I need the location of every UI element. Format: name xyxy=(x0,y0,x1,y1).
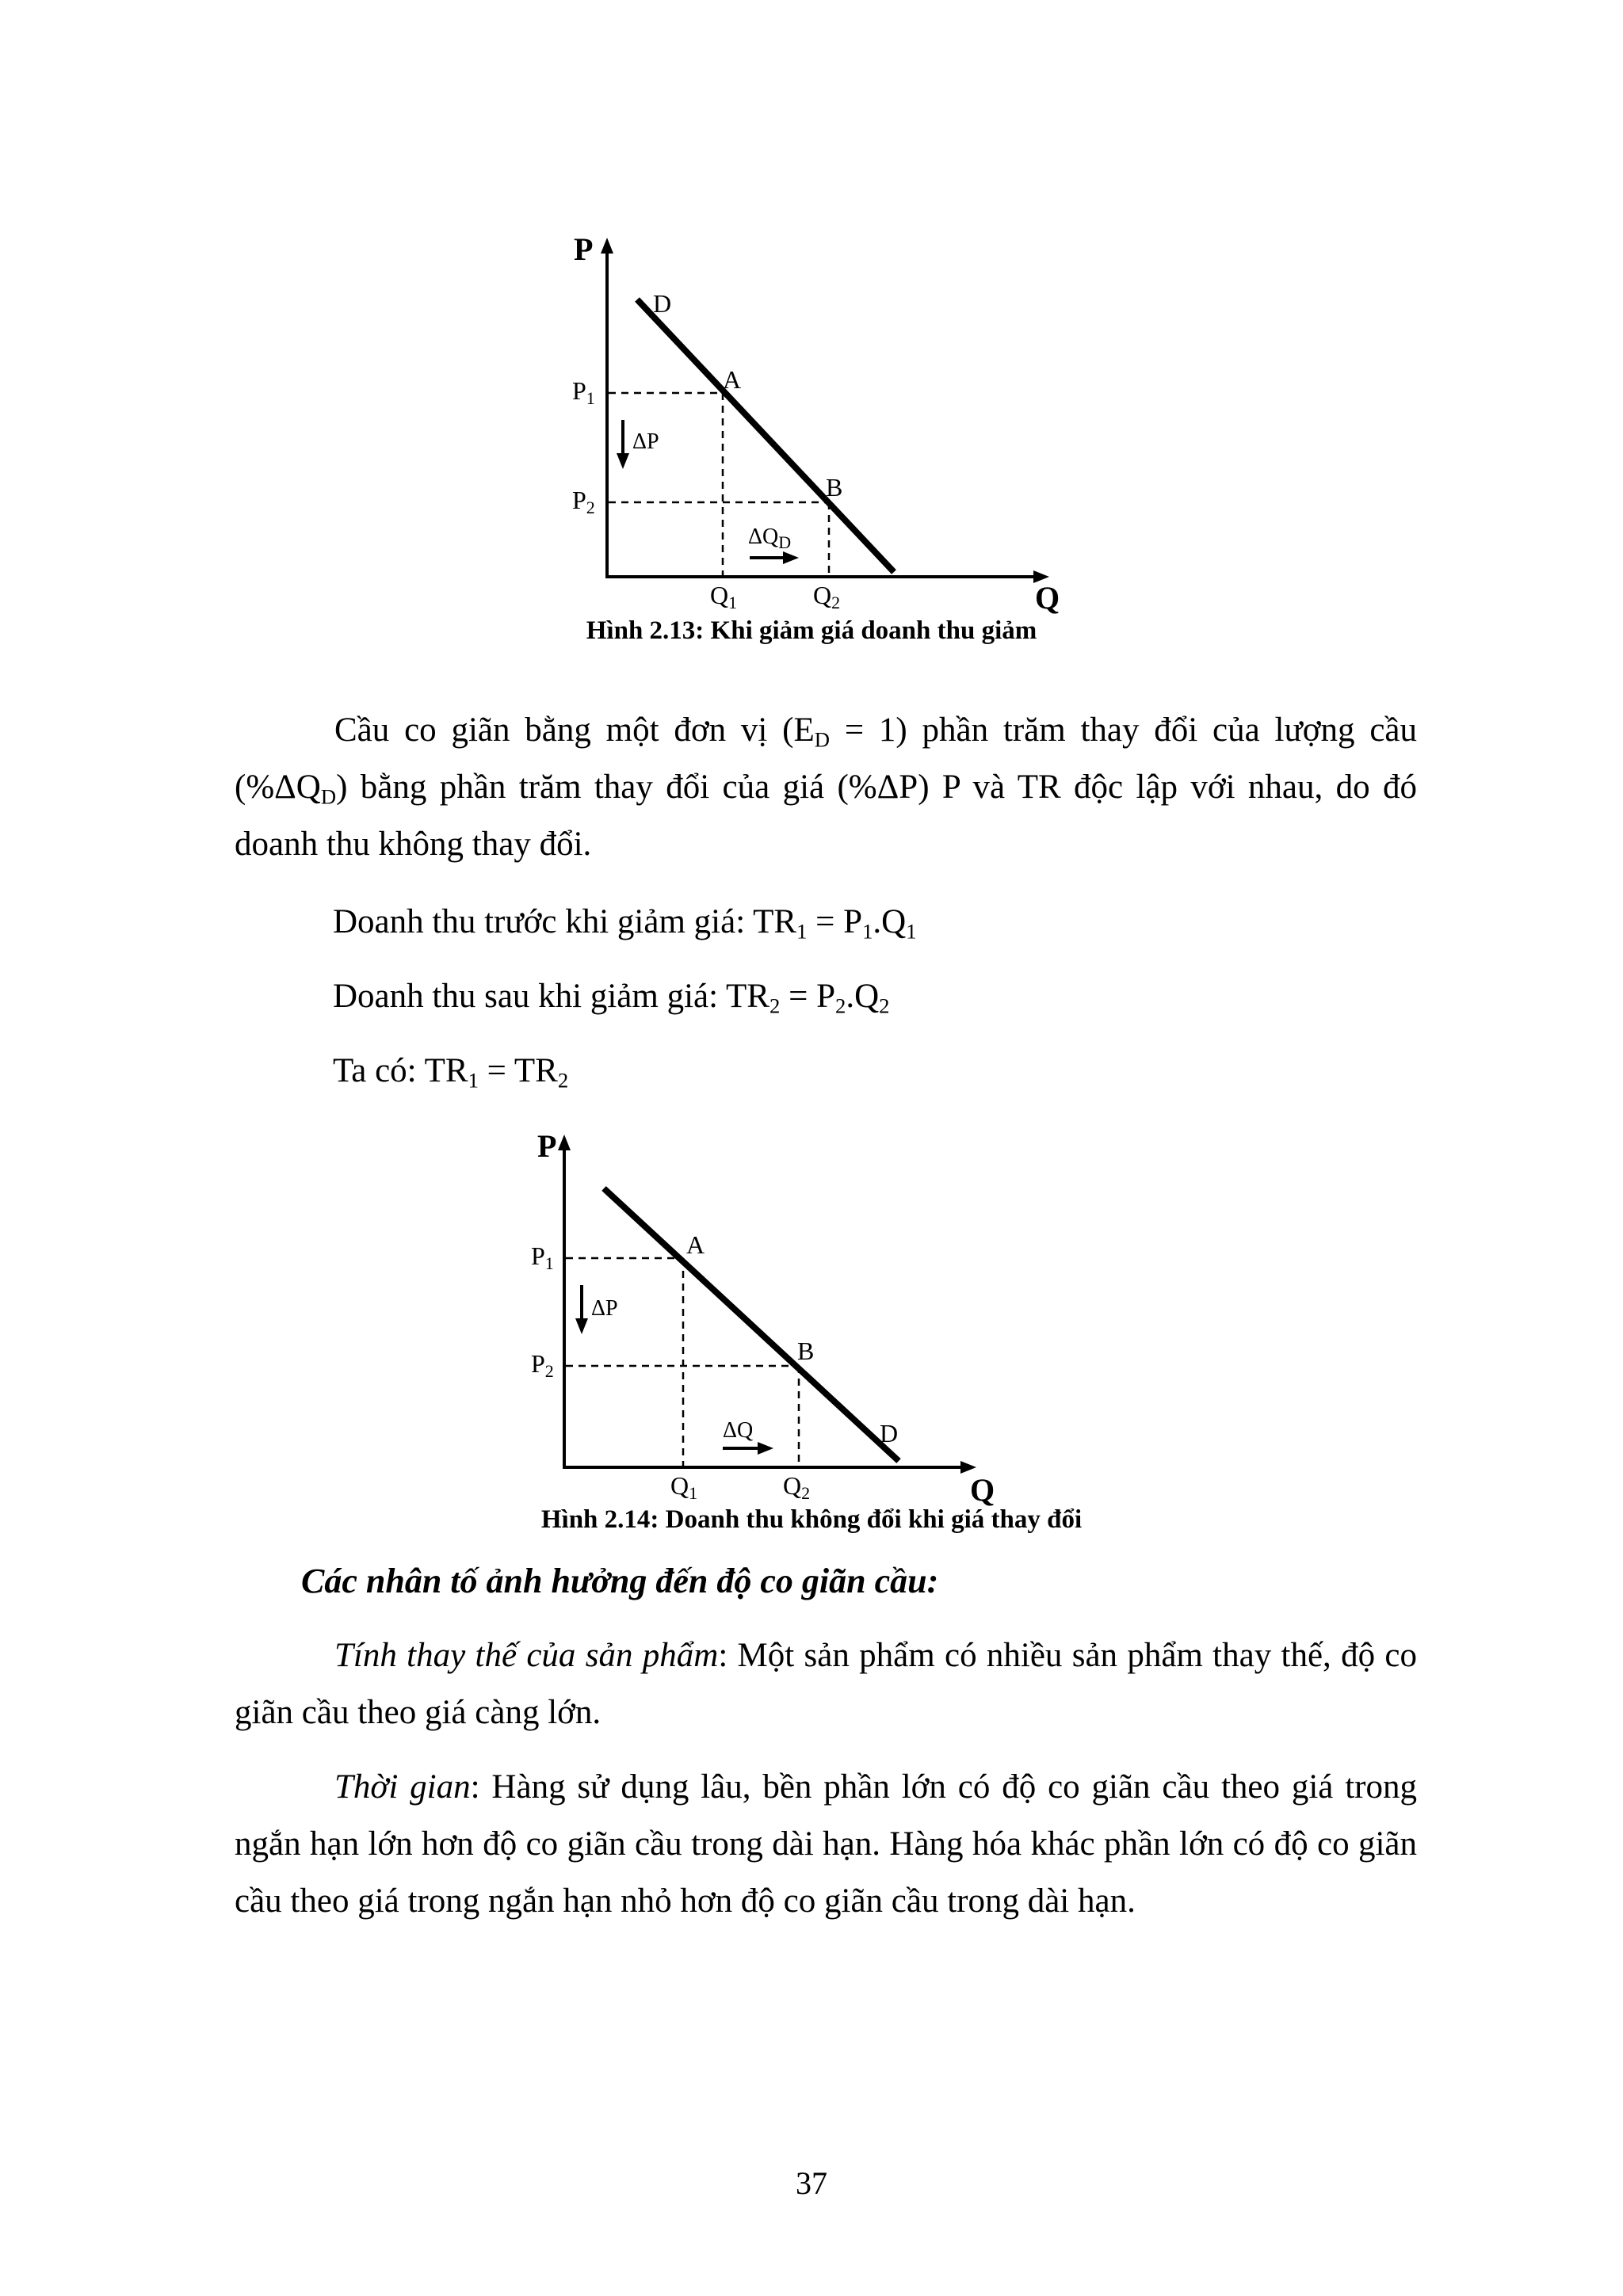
demand-label: D xyxy=(880,1419,899,1447)
p2-label: P2 xyxy=(572,486,595,517)
formula-equal: Ta có: $TR_1 = TR_2$ xyxy=(333,1052,569,1093)
paragraph-substitutes: Tính thay thế của sản phẩm: Một sản phẩm có nhiều sản phẩm thay thế, độ co giãn cầu theo giá càng lớn. xyxy=(235,1637,1417,1731)
q1-label: Q1 xyxy=(670,1471,698,1503)
q-axis-label: Q xyxy=(1035,580,1060,616)
formula-tr2: Doanh thu sau khi giảm giá: $TR_2 = P_2.Q_2$ xyxy=(333,978,890,1018)
delta-p-label: ΔP xyxy=(591,1296,618,1321)
figure-2-13 xyxy=(555,230,1094,618)
point-a-label: A xyxy=(723,365,742,394)
delta-p-arrowhead xyxy=(617,453,629,469)
q1-label: Q1 xyxy=(710,581,738,612)
delta-q-arrowhead xyxy=(783,551,799,564)
delta-q-arrowhead xyxy=(758,1442,773,1455)
p-axis-label: P xyxy=(574,231,594,267)
q2-label: Q2 xyxy=(813,581,841,612)
point-b-label: B xyxy=(797,1337,815,1365)
delta-q-label: $\Delta Q_D$ xyxy=(748,524,792,552)
section-heading: Các nhân tố ảnh hưởng đến độ co giãn cầu: xyxy=(301,1562,939,1600)
delta-p-arrowhead xyxy=(575,1318,588,1334)
q-axis-label: Q xyxy=(970,1472,995,1508)
point-a-label: A xyxy=(686,1230,705,1259)
paragraph-time: Thời gian: Hàng sử dụng lâu, bền phần lớn có độ co giãn cầu theo giá trong ngắn hạn lớn hơn độ co giãn cầu trong dài hạn. Hàng hóa khác phần lớn có độ co giãn cầu theo giá trong ngắn hạn nhỏ hơn độ co giãn cầu trong dài hạn. xyxy=(235,1768,1417,1920)
figure-2-14 xyxy=(515,1125,1117,1513)
delta-p-label: ΔP xyxy=(632,429,659,454)
paragraph-elasticity: Cầu co giãn bằng một đơn vị $(E_D = 1)$ phần trăm thay đổi của lượng cầu $(\%\Delta Q_D)$ bằng phần trăm thay đổi của giá (%ΔP) P và TR độc lập với nhau, do đó doanh thu không thay đổi. xyxy=(235,711,1417,863)
p-axis-arrow xyxy=(558,1135,571,1150)
p1-label: P1 xyxy=(531,1241,554,1273)
p1-label: P1 xyxy=(572,376,595,408)
point-b-label: B xyxy=(826,473,843,502)
page-number: 37 xyxy=(796,2165,827,2201)
p2-label: P2 xyxy=(531,1349,554,1381)
p-axis-label: P xyxy=(537,1128,557,1164)
delta-q-label: ΔQ xyxy=(723,1418,754,1443)
demand-label: D xyxy=(653,289,672,318)
figure-2-13-caption: Hình 2.13: Khi giảm giá doanh thu giảm xyxy=(586,616,1037,645)
figure-2-14-caption: Hình 2.14: Doanh thu không đổi khi giá thay đổi xyxy=(540,1505,1083,1534)
q2-label: Q2 xyxy=(783,1471,811,1503)
p-axis-arrow xyxy=(601,238,613,254)
formula-tr1: Doanh thu trước khi giảm giá: $TR_1 = P_1.Q_1$ xyxy=(333,903,917,944)
